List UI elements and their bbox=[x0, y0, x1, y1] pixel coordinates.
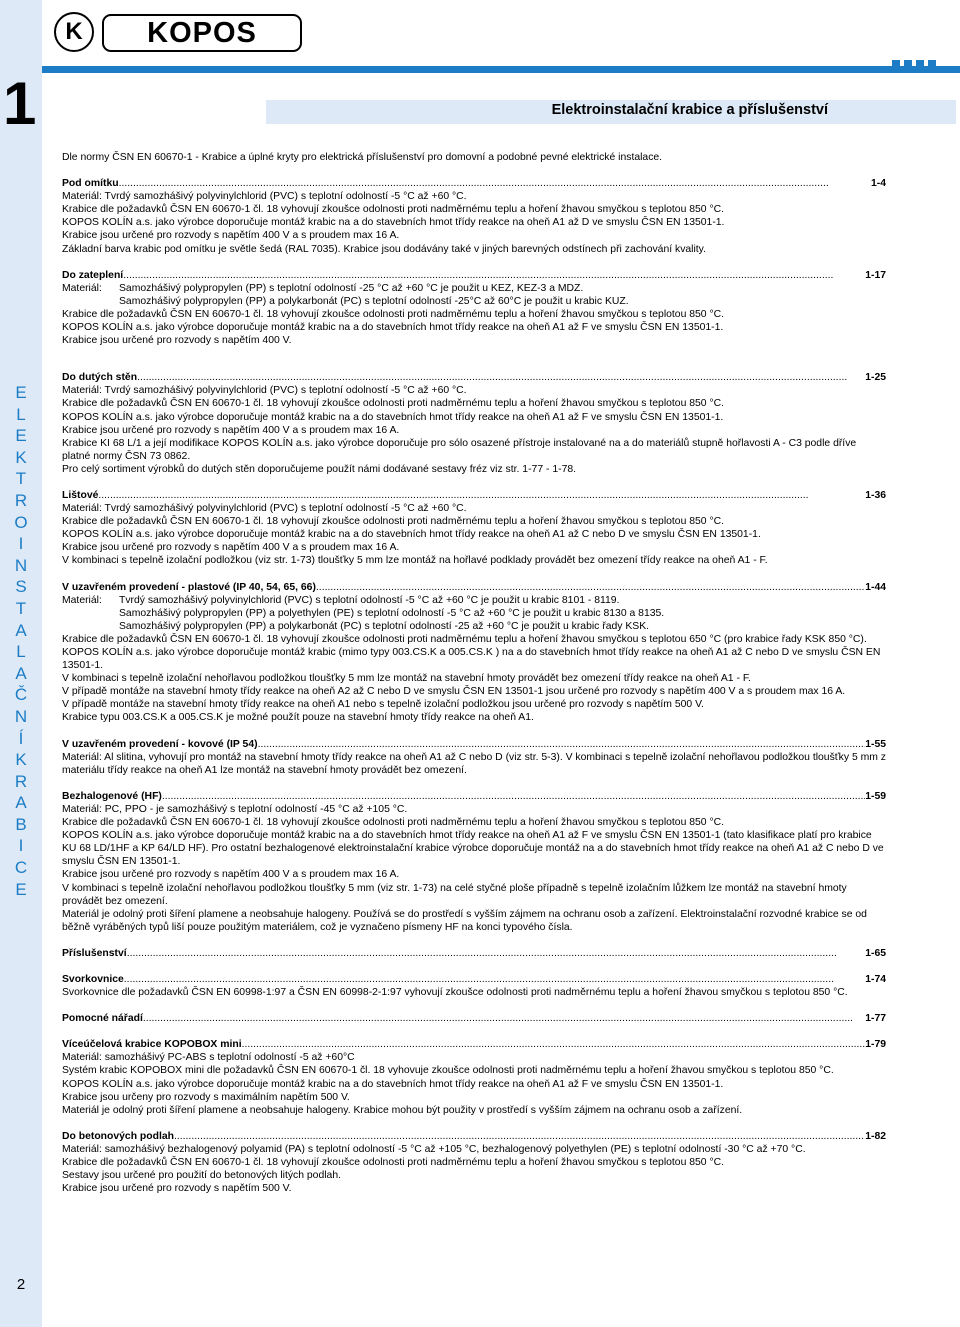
section bbox=[62, 738, 886, 777]
side-title-letter: T bbox=[15, 469, 27, 489]
leader-dots bbox=[124, 973, 865, 986]
section-page-ref: 1-55 bbox=[865, 738, 886, 750]
side-title bbox=[0, 382, 42, 900]
sections bbox=[62, 177, 886, 1195]
section-page-ref: 1-74 bbox=[865, 973, 886, 985]
leader-dots bbox=[174, 1130, 865, 1143]
square bbox=[892, 60, 900, 68]
side-title-letter: A bbox=[15, 620, 27, 640]
section-line: Materiál: Al slitina, vyhovují pro montáž na stavební hmoty třídy reakce na oheň A1 až C nebo D (viz str. 5-3). V kombinaci s tepelně izolační nehořlavou podložkou tloušťky 5 mm z materiálu třídy reakce na oheň A1 lze montáž na stavební hmoty provádět bez omezení. bbox=[62, 751, 887, 776]
section-line: Krabice jsou určené pro rozvody s napětím 400 V a s proudem max 16 A. bbox=[62, 542, 400, 554]
section-title: Do dutých stěn bbox=[62, 372, 138, 384]
section-line: Pro celý sortiment výrobků do dutých stěn doporučujeme použít námi dodávané sestavy fréz viz str. 1-77 - 1-78. bbox=[62, 463, 577, 475]
section bbox=[62, 1012, 886, 1025]
section bbox=[62, 581, 886, 725]
leader-dots bbox=[162, 790, 865, 803]
material-values bbox=[119, 282, 886, 308]
section-line: V kombinaci s tepelně izolační nehořlavou podložkou tloušťky 5 mm (viz str. 1-73) na celé styčné ploše případně s tepelně izolačním lůžkem lze montáž na stavební hmoty provádět bez omezení. bbox=[62, 882, 847, 907]
section-line: V případě montáže na stavební hmoty třídy reakce na oheň A2 až C nebo D ve smyslu ČSN EN 13501-1 jsou určené pro rozvody s napětím 400 V a s proudem max 16 A. bbox=[62, 686, 846, 698]
section-line: Materiál: PC, PPO - je samozhášivý s teplotní odolností -45 °C až +105 °C. bbox=[62, 803, 408, 815]
section-line: Materiál: samozhášivý bezhalogenový polyamid (PA) s teplotní odolností -5 °C až +105 °C, bezhalogenový polyethylen (PE) s teplotní odolností -30 °C až +70 °C. bbox=[62, 1143, 806, 1155]
side-title-letter: E bbox=[15, 383, 27, 402]
section-page-ref: 1-82 bbox=[865, 1130, 886, 1142]
section-heading bbox=[62, 947, 886, 960]
leader-dots bbox=[143, 1012, 865, 1025]
square bbox=[904, 60, 912, 68]
leader-dots bbox=[316, 581, 865, 594]
leader-dots bbox=[119, 177, 871, 190]
section-line: Materiál: Tvrdý samozhášivý polyvinylchlorid (PVC) s teplotní odolností -5 °C až +60 °C. bbox=[62, 503, 467, 515]
material-line: Samozhášivý polypropylen (PP) a polyethylen (PE) s teplotní odolností -5 °C až +60 °C je použit u krabic 8130 a 8135. bbox=[119, 607, 665, 619]
section-line: Materiál je odolný proti šíření plamene a neobsahuje halogeny. Používá se do prostředí s vyšším zájmem na ochranu osob a zařízení. Elektroinstalační rozvodné krabice se od běžně vyráběných typů liší pouze použitým materiálem, což je vyznačeno písmeny HF na konci typového čísla. bbox=[62, 908, 867, 933]
section-heading bbox=[62, 1038, 886, 1051]
section-heading bbox=[62, 371, 886, 384]
section-title: Pod omítku bbox=[62, 178, 119, 190]
section-line: V případě montáže na stavební hmoty třídy reakce na oheň A1 nebo s tepelně izolační podložkou jsou určené pro rozvody s napětím 500 V. bbox=[62, 699, 704, 711]
section-page-ref: 1-59 bbox=[865, 790, 886, 802]
material-line: Tvrdý samozhášivý polyvinylchlorid (PVC) s teplotní odolností -5 °C až +60 °C je použit u krabic 8101 - 8119. bbox=[119, 594, 620, 606]
material-label: Materiál: bbox=[62, 282, 102, 294]
section-page-ref: 1-36 bbox=[865, 489, 886, 501]
side-title-letter: N bbox=[14, 555, 28, 575]
side-title-letter: Í bbox=[18, 728, 24, 748]
section-page-ref: 1-77 bbox=[865, 1013, 886, 1025]
logo-mark: K bbox=[54, 12, 94, 52]
section-line: KOPOS KOLÍN a.s. jako výrobce doporučuje montáž krabic na a do stavebních hmot třídy reakce na oheň A1 až F ve smyslu ČSN EN 13501-1. bbox=[62, 411, 724, 423]
material-line: Samozhášivý polypropylen (PP) a polykarbonát (PC) s teplotní odolností -25°C až 60°C je použit u krabic KUZ. bbox=[119, 295, 629, 307]
leader-dots bbox=[242, 1038, 866, 1051]
section-title: Do betonových podlah bbox=[62, 1130, 174, 1142]
section-line: Materiál je odolný proti šíření plamene a neobsahuje halogeny. Krabice mohou být použity v prostředí s vyšším zájmem na ochranu osob a zařízení. bbox=[62, 1104, 743, 1116]
side-title-letter: E bbox=[15, 879, 27, 899]
section-line: Sestavy jsou určené pro použití do betonových litých podlah. bbox=[62, 1170, 341, 1182]
section bbox=[62, 947, 886, 960]
side-title-letter: K bbox=[15, 750, 27, 770]
side-title-letter: L bbox=[16, 642, 26, 662]
section-page-ref: 1-79 bbox=[865, 1039, 886, 1051]
section-heading bbox=[62, 790, 886, 803]
section-title: Příslušenství bbox=[62, 947, 127, 959]
side-title-letter: I bbox=[18, 836, 24, 856]
side-title-letter: R bbox=[14, 490, 28, 510]
section-line: Svorkovnice dle požadavků ČSN EN 60998-1:97 a ČSN EN 60998-2-1:97 vyhovují zkoušce odolnosti proti nadměrnému teplu a hoření žhavou smyčkou s teplotou 850 °C. bbox=[62, 987, 848, 999]
section-line: V kombinaci s tepelně izolační nehořlavou podložkou tloušťky 5 mm lze montáž na stavební hmoty provádět bez omezení třídy reakce na oheň A1 - F. bbox=[62, 673, 751, 685]
section-heading bbox=[62, 1012, 886, 1025]
section-title: Bezhalogenové (HF) bbox=[62, 790, 162, 802]
material-label: Materiál: bbox=[62, 594, 102, 606]
section-line: KOPOS KOLÍN a.s. jako výrobce doporučuje montáž krabic na a do stavebních hmot třídy reakce na oheň A1 až F ve smyslu ČSN EN 13501-1. bbox=[62, 1078, 724, 1090]
leader-dots bbox=[137, 371, 865, 384]
section-line: Krabice KI 68 L/1 a její modifikace KOPOS KOLÍN a.s. jako výrobce doporučuje pro sólo osazené přístroje instalované na a do materiálů stupně hořlavosti A - C3 podle dříve platné normy ČSN 73 0862. bbox=[62, 437, 857, 462]
section bbox=[62, 1130, 886, 1195]
section bbox=[62, 1038, 886, 1117]
header-squares bbox=[892, 60, 936, 68]
logo-text: KOPOS bbox=[102, 14, 302, 52]
section bbox=[62, 489, 886, 568]
material-block bbox=[62, 282, 886, 308]
leader-dots bbox=[98, 489, 865, 502]
section bbox=[62, 371, 886, 476]
section-line: KOPOS KOLÍN a.s. jako výrobce doporučuje montáž krabic na a do stavebních hmot třídy reakce na oheň A1 až D ve smyslu ČSN EN 13501-1. bbox=[62, 217, 725, 229]
title-bar bbox=[266, 100, 956, 124]
section-title: V uzavřeném provedení - kovové (IP 54) bbox=[62, 738, 258, 750]
section-page-ref: 1-25 bbox=[865, 372, 886, 384]
section-title: Víceúčelová krabice KOPOBOX mini bbox=[62, 1039, 242, 1051]
section-page-ref: 1-65 bbox=[865, 947, 886, 959]
section-line: Základní barva krabic pod omítku je světle šedá (RAL 7035). Krabice jsou dodávány také v jiných barevných odstínech při zachování kvality. bbox=[62, 243, 706, 255]
section-line: KOPOS KOLÍN a.s. jako výrobce doporučuje montáž krabic na a do stavebních hmot třídy reakce na oheň A1 až F ve smyslu ČSN EN 13501-1 (tato klasifikace platí pro krabice KU 68 LD/1HF a KP 64/LD HF). Pro ostatní bezhalogenové elektroinstalační krabice výrobce doporučuje montáž na a do stavebních hmot třídy reakce na oheň A1 až C nebo D ve smyslu ČSN EN 13501-1. bbox=[62, 830, 884, 868]
section-page-ref: 1-4 bbox=[870, 178, 886, 190]
leader-dots bbox=[258, 738, 866, 751]
side-title-letter: Č bbox=[14, 685, 28, 705]
section-title: Do zateplení bbox=[62, 269, 124, 281]
side-title-letter: K bbox=[15, 447, 27, 467]
side-title-letter: I bbox=[18, 534, 24, 554]
section-title: V uzavřeném provedení - plastové (IP 40, 54, 65, 66) bbox=[62, 581, 316, 593]
square bbox=[916, 60, 924, 68]
section-line: Krabice dle požadavků ČSN EN 60670-1 čl. 18 vyhovují zkoušce odolnosti proti nadměrnému teplu a hoření žhavou smyčkou s teplotou 850 °C. bbox=[62, 308, 725, 320]
chapter-number: 1 bbox=[3, 70, 37, 137]
side-title-letter: E bbox=[15, 426, 27, 446]
section-line: Krabice dle požadavků ČSN EN 60670-1 čl. 18 vyhovují zkoušce odolnosti proti nadměrnému teplu a hoření žhavou smyčkou s teplotou 850 °C. bbox=[62, 1157, 725, 1168]
section-line: Krabice dle požadavků ČSN EN 60670-1 čl. 18 vyhovují zkoušce odolnosti proti nadměrnému teplu a hoření žhavou smyčkou s teplotou 850 °C. bbox=[62, 516, 725, 528]
section-heading bbox=[62, 973, 886, 986]
side-title-letter: N bbox=[14, 706, 28, 726]
page-number: 2 bbox=[16, 1276, 26, 1293]
side-title-letter: S bbox=[15, 577, 27, 597]
section-heading bbox=[62, 738, 886, 751]
section-line: Krabice jsou určené pro rozvody s napětím 400 V a s proudem max 16 A. bbox=[62, 869, 400, 881]
side-title-letter: C bbox=[14, 858, 28, 878]
section bbox=[62, 177, 886, 256]
section-line: KOPOS KOLÍN a.s. jako výrobce doporučuje montáž krabic na a do stavebních hmot třídy reakce na oheň A1 až C nebo D ve smyslu ČSN EN 13501-1. bbox=[62, 529, 761, 541]
page-title: Elektroinstalační krabice a příslušenství bbox=[551, 102, 828, 118]
section-line: Materiál: Tvrdý samozhášivý polyvinylchlorid (PVC) s teplotní odolností -5 °C až +60 °C. bbox=[62, 191, 467, 203]
section-line: KOPOS KOLÍN a.s. jako výrobce doporučuje montáž krabic (mimo typy 003.CS.K a 005.CS.K ) na a do stavebních hmot třídy reakce na oheň A1 až C nebo D ve smyslu ČSN EN 13501-1. bbox=[62, 647, 881, 672]
section-line: Krabice jsou určené pro rozvody s napětím 400 V. bbox=[62, 335, 292, 347]
side-title-letter: O bbox=[14, 512, 28, 532]
square bbox=[928, 60, 936, 68]
material-values bbox=[119, 594, 886, 633]
material-line: Samozhášivý polypropylen (PP) a polykarbonát (PC) s teplotní odolností -25 až +60 °C je použit u krabic řady KSK. bbox=[119, 620, 650, 632]
section-line: Materiál: Tvrdý samozhášivý polyvinylchlorid (PVC) s teplotní odolností -5 °C až +60 °C. bbox=[62, 385, 467, 397]
section-line: Krabice dle požadavků ČSN EN 60670-1 čl. 18 vyhovují zkoušce odolnosti proti nadměrnému teplu a hoření žhavou smyčkou s teplotou 850 °C. bbox=[62, 398, 725, 410]
section-title: Lištové bbox=[62, 489, 99, 501]
section-heading bbox=[62, 489, 886, 502]
side-title-letter: R bbox=[14, 771, 28, 791]
section-line: Krabice dle požadavků ČSN EN 60670-1 čl. 18 vyhovují zkoušce odolnosti proti nadměrnému teplu a hoření žhavou smyčkou s teplotou 850 °C. bbox=[62, 817, 725, 829]
section-heading bbox=[62, 177, 886, 190]
leader-dots bbox=[127, 947, 866, 960]
section-line: KOPOS KOLÍN a.s. jako výrobce doporučuje montáž krabic na a do stavebních hmot třídy reakce na oheň A1 až F ve smyslu ČSN EN 13501-1. bbox=[62, 322, 724, 334]
side-title-letter: A bbox=[15, 793, 27, 813]
section-heading bbox=[62, 269, 886, 282]
side-title-letter: B bbox=[15, 814, 27, 834]
section-line: Krabice jsou určené pro rozvody s napětím 400 V a s proudem max 16 A. bbox=[62, 230, 400, 242]
section-line: Krabice jsou určené pro rozvody s napětím 500 V. bbox=[62, 1183, 292, 1195]
section-line: Krabice typu 003.CS.K a 005.CS.K je možné použít pouze na stavební hmoty třídy reakce na oheň A1. bbox=[62, 712, 534, 724]
section-line: Systém krabic KOPOBOX mini dle požadavků ČSN EN 60670-1 čl. 18 vyhovuje zkoušce odolnosti proti nadměrnému teplu a hoření žhavou smyčkou s teplotou 850 °C. bbox=[62, 1065, 834, 1077]
section-heading bbox=[62, 1130, 886, 1143]
section-line: Krabice jsou určené pro rozvody s napětím 400 V a s proudem max 16 A. bbox=[62, 424, 400, 436]
section-heading bbox=[62, 581, 886, 594]
section-title: Svorkovnice bbox=[62, 973, 124, 985]
material-block bbox=[62, 594, 886, 633]
section-line: Krabice dle požadavků ČSN EN 60670-1 čl. 18 vyhovují zkoušce odolnosti proti nadměrnému teplu a hoření žhavou smyčkou s teplotou 850 °C. bbox=[62, 204, 725, 216]
side-title-letter: A bbox=[15, 663, 27, 683]
section-line: Materiál: samozhášivý PC-ABS s teplotní odolností -5 až +60°C bbox=[62, 1052, 355, 1064]
section bbox=[62, 973, 886, 999]
intro-text: Dle normy ČSN EN 60670-1 - Krabice a úplné kryty pro elektrická příslušenství pro domovní a podobné pevné elektrické instalace. bbox=[62, 152, 663, 163]
section-page-ref: 1-17 bbox=[865, 269, 886, 281]
side-title-letter: T bbox=[15, 598, 27, 618]
main-content bbox=[62, 151, 886, 1195]
section-title: Pomocné nářadí bbox=[62, 1013, 143, 1025]
section-line: Krabice dle požadavků ČSN EN 60670-1 čl. 18 vyhovují zkoušce odolnosti proti nadměrnému teplu a hoření žhavou smyčkou s teplotou 650 °C (pro krabice řady KSK 850 °C). bbox=[62, 633, 867, 645]
section-page-ref: 1-44 bbox=[865, 581, 886, 593]
section bbox=[62, 790, 886, 934]
section-line: Krabice jsou určeny pro rozvody s maximálním napětím 500 V. bbox=[62, 1091, 350, 1103]
side-title-letter: L bbox=[16, 404, 26, 424]
header-rule bbox=[42, 66, 960, 73]
section bbox=[62, 269, 886, 348]
leader-dots bbox=[123, 269, 865, 282]
material-line: Samozhášivý polypropylen (PP) s teplotní odolností -25 °C až +60 °C je použit u KEZ, KEZ-3 a MDZ. bbox=[119, 282, 584, 294]
section-line: V kombinaci s tepelně izolační podložkou (viz str. 1-73) tloušťky 5 mm lze montáž na hořlavé podklady provádět bez omezení třídy reakce na oheň A1 - F. bbox=[62, 555, 768, 567]
